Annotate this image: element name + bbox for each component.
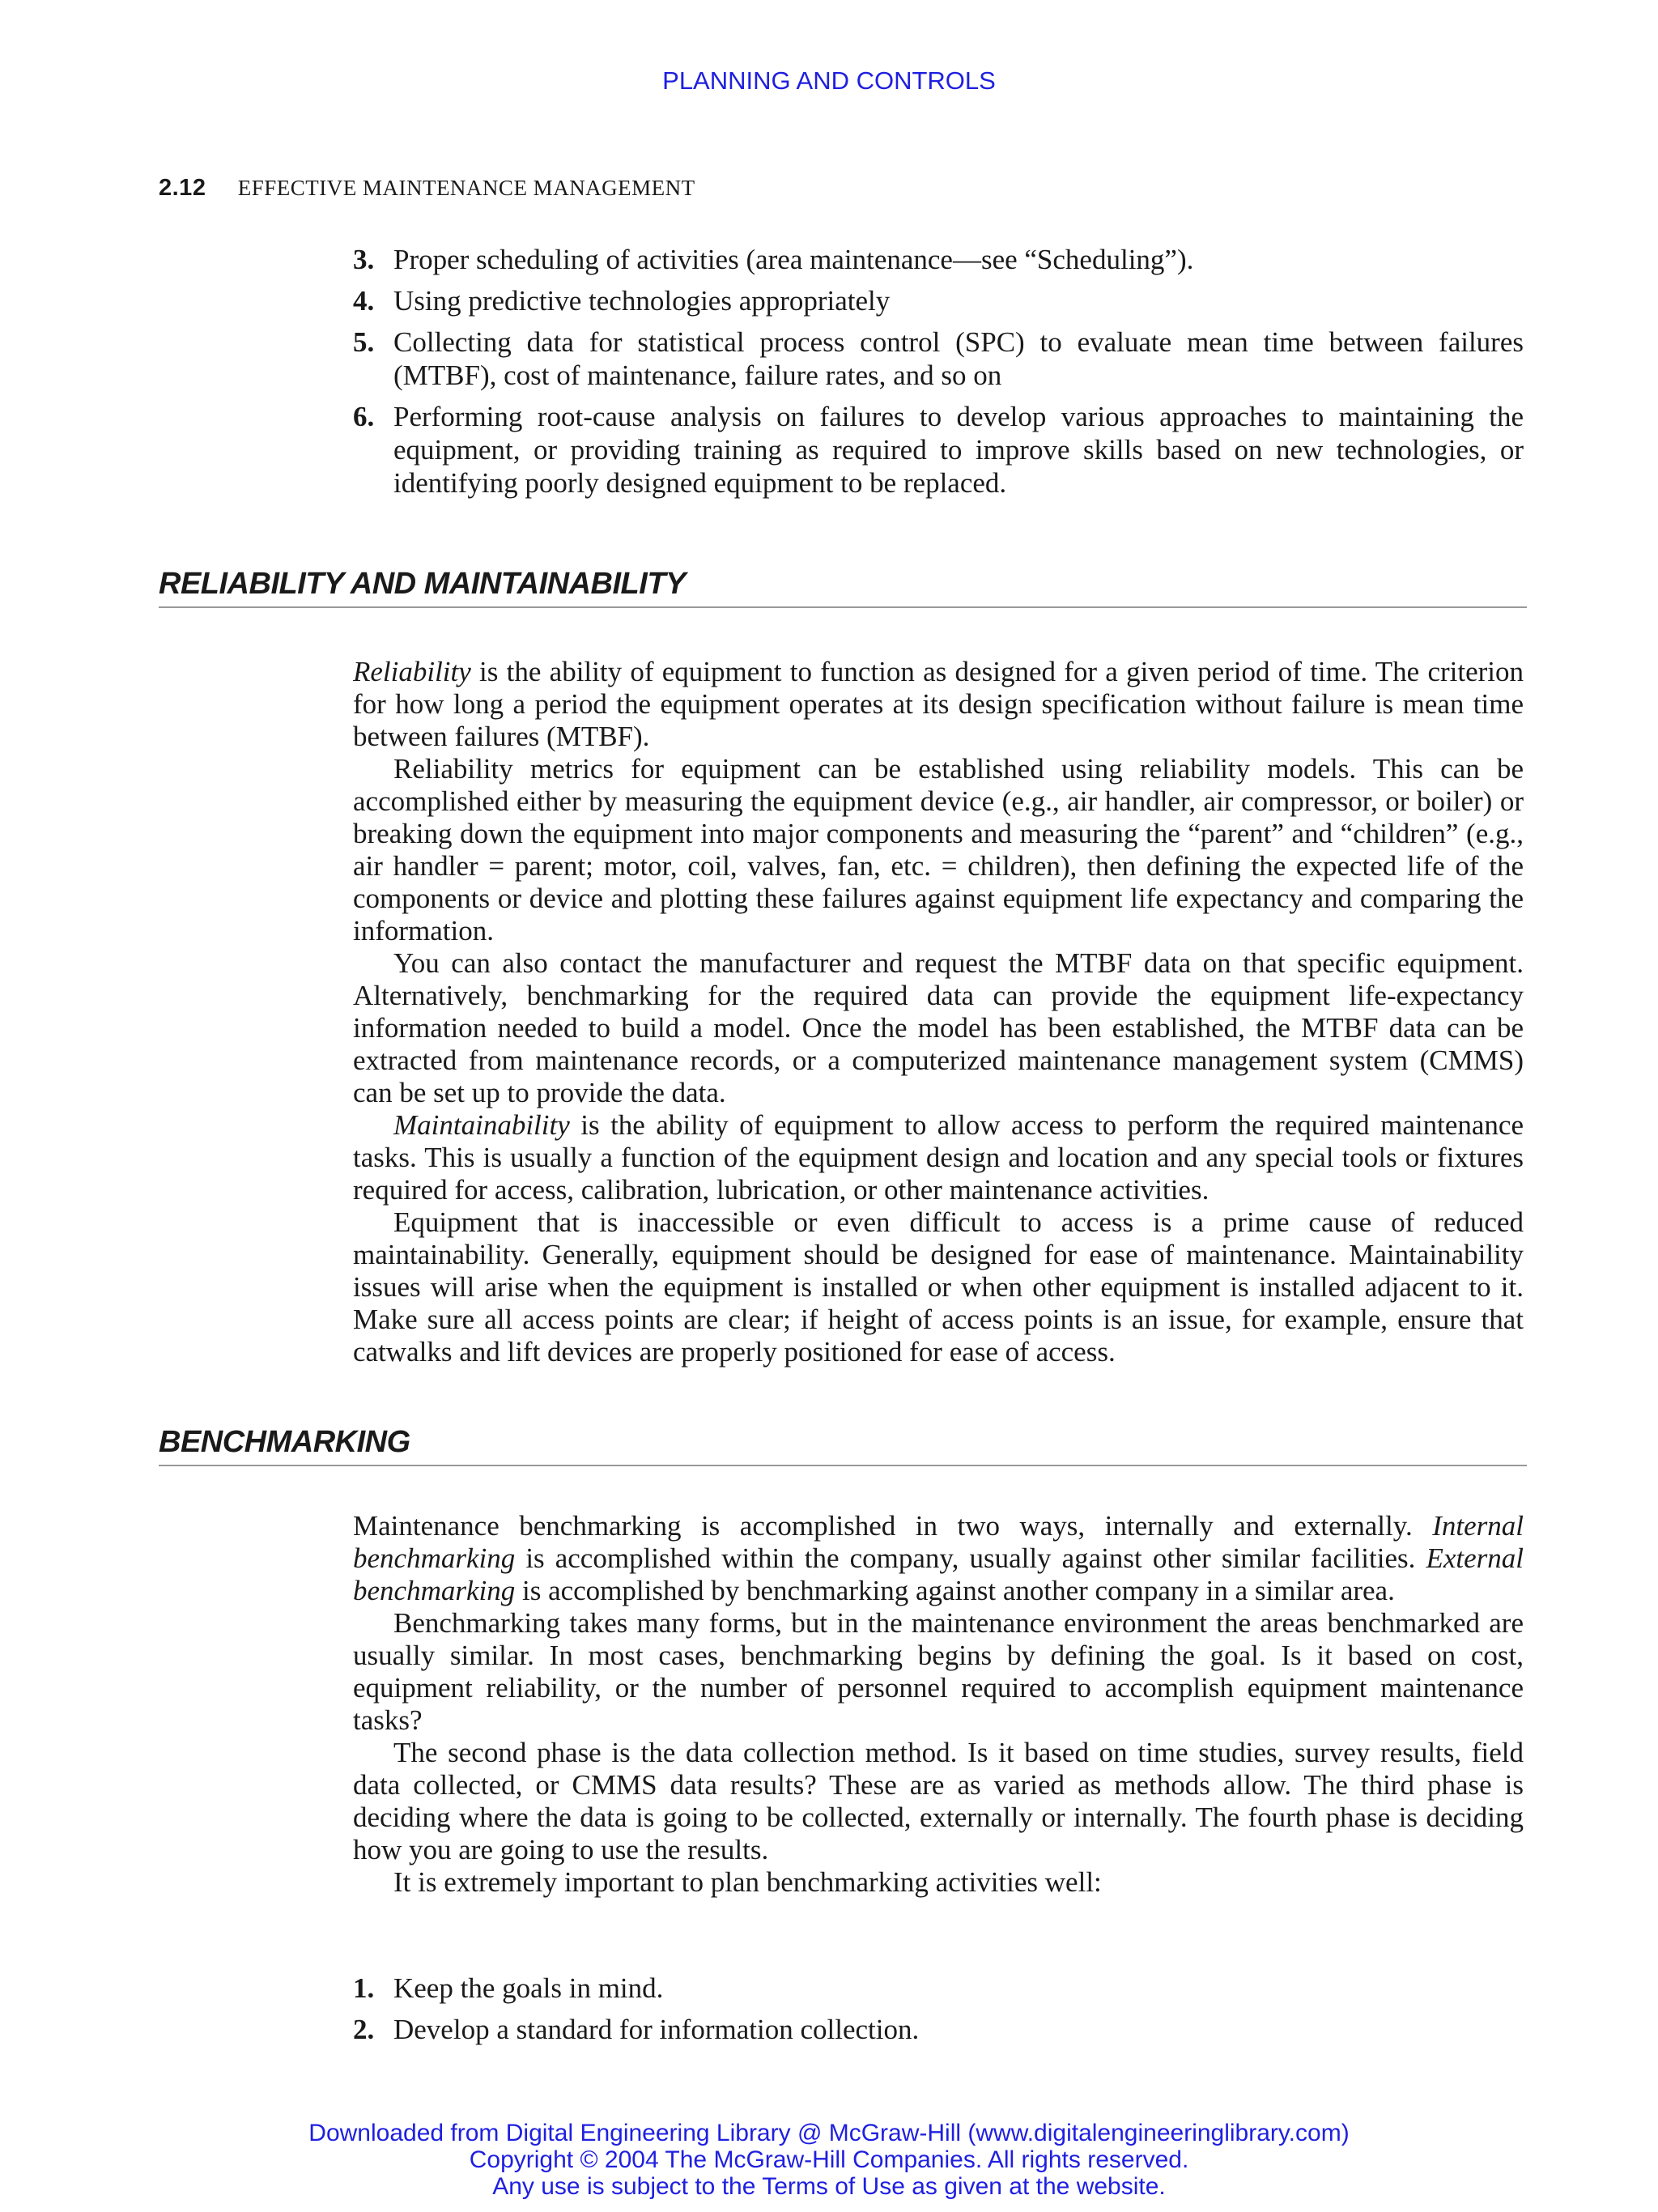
footer-terms[interactable]: Any use is subject to the Terms of Use as given at the website. — [492, 2173, 1166, 2200]
list-item — [353, 400, 1524, 500]
paragraph-text: is the ability of equipment to allow access to perform the required maintenance tasks. This is usually a function of the equipment design and location and any special tools or fixtures required for access, calibration, lubrication, or other maintenance activities. — [353, 1109, 1524, 1206]
section-heading-benchmarking: BENCHMARKING — [159, 1425, 1527, 1466]
list-item — [353, 243, 1524, 276]
running-head — [159, 175, 695, 202]
benchmarking-list — [353, 1972, 1524, 2054]
list-item — [353, 2013, 1524, 2046]
paragraph-text: is accomplished by benchmarking against another company in a similar area. — [515, 1575, 1395, 1606]
list-item — [353, 284, 1524, 317]
term-reliability: Reliability — [353, 656, 471, 687]
paragraph — [353, 1510, 1524, 1607]
list-text: Performing root-cause analysis on failures to develop various approaches to maintaining the equipment, or providing training as required to improve skills based on new technologies, or identifying poorly designed equipment to be replaced. — [393, 401, 1524, 499]
paragraph-text: Maintenance benchmarking is accomplished in two ways, internally and externally. — [353, 1510, 1433, 1542]
intro-list — [353, 243, 1524, 508]
list-number: 3. — [353, 244, 375, 275]
term-internal-benchmarking: Internal benchmarking — [353, 1510, 1524, 1574]
list-number: 1. — [353, 1972, 375, 2004]
list-number: 2. — [353, 2014, 375, 2045]
term-maintainability: Maintainability — [393, 1109, 570, 1141]
list-item — [353, 1972, 1524, 2005]
list-number: 6. — [353, 401, 375, 432]
list-item — [353, 325, 1524, 392]
term-external-benchmarking: External benchmarking — [353, 1542, 1524, 1606]
list-text: Using predictive technologies appropriately — [393, 285, 891, 317]
footer-download-link[interactable]: Downloaded from Digital Engineering Library @ McGraw-Hill (www.digitalengineeringlibrary.com) — [308, 2120, 1350, 2146]
list-text: Develop a standard for information collection. — [393, 2014, 920, 2045]
paragraph: You can also contact the manufacturer and request the MTBF data on that specific equipment. Alternatively, benchmarking for the required data can provide the equipment life-expectancy information needed to build a model. Once the model has been established, the MTBF data can be extracted from maintenance records, or a computerized maintenance management system (CMMS) can be set up to provide the data. — [353, 947, 1524, 1108]
running-title: EFFECTIVE MAINTENANCE MANAGEMENT — [237, 176, 695, 200]
list-text: Proper scheduling of activities (area maintenance—see “Scheduling”). — [393, 244, 1194, 275]
top-link-header[interactable]: PLANNING AND CONTROLS — [662, 66, 996, 95]
list-text: Collecting data for statistical process control (SPC) to evaluate mean time between failures (MTBF), cost of maintenance, failure rates, and so on — [393, 326, 1524, 391]
reliability-body — [353, 656, 1524, 1368]
footer-copyright[interactable]: Copyright © 2004 The McGraw-Hill Companies. All rights reserved. — [469, 2146, 1189, 2173]
paragraph — [353, 1109, 1524, 1206]
paragraph: Equipment that is inaccessible or even difficult to access is a prime cause of reduced maintainability. Generally, equipment should be designed for ease of maintenance. Maintainability issues will arise when the equipment is installed or when other equipment is installed adjacent to it. Make sure all access points are clear; if height of access points is an issue, for example, ensure that catwalks and lift devices are properly positioned for ease of access. — [353, 1206, 1524, 1368]
page-number: 2.12 — [159, 175, 206, 201]
paragraph — [353, 656, 1524, 753]
section-heading-reliability: RELIABILITY AND MAINTAINABILITY — [159, 567, 1527, 608]
paragraph-text: is the ability of equipment to function as designed for a given period of time. The criterion for how long a period the equipment operates at its design specification without failure is mean time between failures (MTBF). — [353, 656, 1524, 752]
paragraph: Reliability metrics for equipment can be established using reliability models. This can be accomplished either by measuring the equipment device (e.g., air handler, air compressor, or boiler) or breaking down the equipment into major components and measuring the “parent” and “children” (e.g., air handler = parent; motor, coil, valves, fan, etc. = children), then defining the expected life of the components or device and plotting these failures against equipment life expectancy and comparing the information. — [353, 753, 1524, 946]
list-number: 4. — [353, 285, 375, 317]
footer — [0, 2120, 1658, 2200]
paragraph: The second phase is the data collection method. Is it based on time studies, survey results, field data collected, or CMMS data results? These are as varied as methods allow. The third phase is deciding where the data is going to be collected, externally or internally. The fourth phase is deciding how you are going to use the results. — [353, 1737, 1524, 1865]
paragraph-text: is accomplished within the company, usually against other similar facilities. — [515, 1542, 1426, 1574]
paragraph: It is extremely important to plan benchmarking activities well: — [393, 1866, 1102, 1898]
paragraph: Benchmarking takes many forms, but in the maintenance environment the areas benchmarked are usually similar. In most cases, benchmarking begins by defining the goal. Is it based on cost, equipment reliability, or the number of personnel required to accomplish equipment maintenance tasks? — [353, 1607, 1524, 1736]
benchmarking-body — [353, 1510, 1524, 1899]
list-text: Keep the goals in mind. — [393, 1972, 664, 2004]
list-number: 5. — [353, 326, 375, 358]
